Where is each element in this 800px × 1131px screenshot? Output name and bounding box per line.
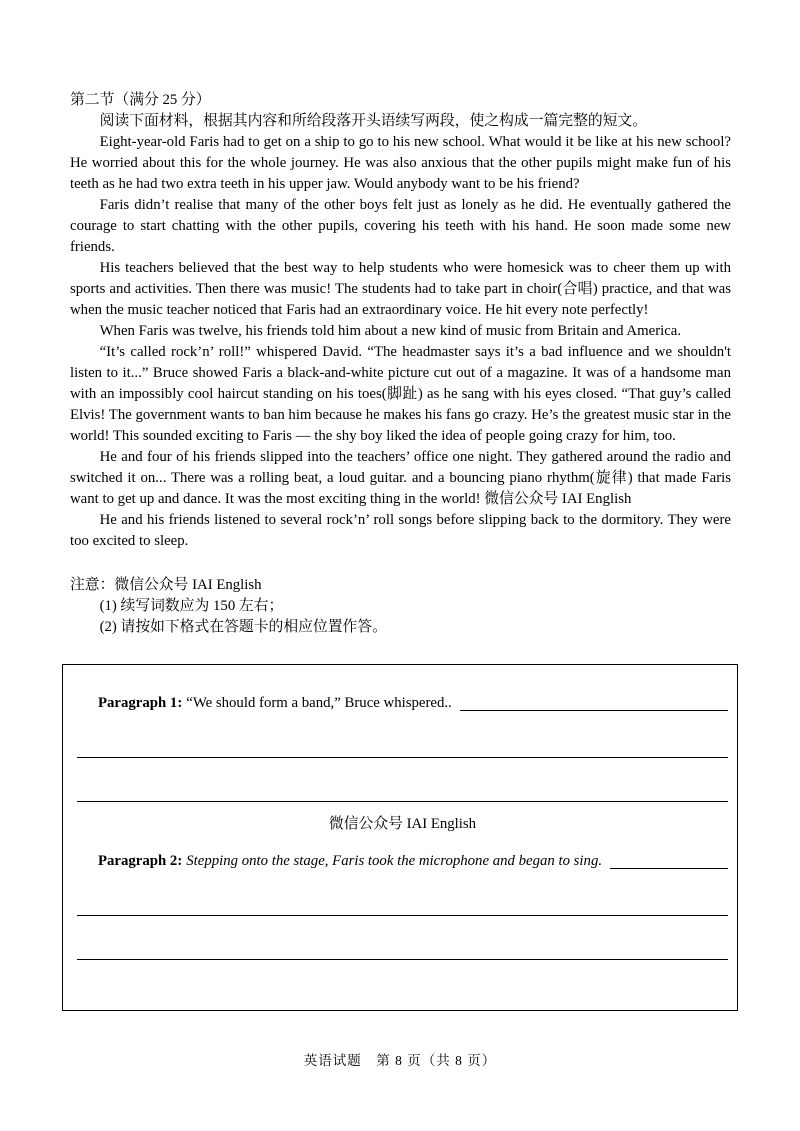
paragraph-1-opening-text: “We should form a band,” Bruce whispered..	[186, 695, 452, 711]
body-paragraph: When Faris was twelve, his friends told him about a new kind of music from Britain and America.	[99, 323, 682, 339]
paragraph-2-opening-text: Stepping onto the stage, Faris took the microphone and began to sing.	[186, 853, 603, 869]
paragraph-1-label: Paragraph 1:	[98, 695, 183, 711]
paragraph-2-opening-line	[98, 851, 728, 872]
writing-line	[460, 710, 728, 711]
note-item: (1) 续写词数应为 150 左右；	[99, 598, 284, 614]
section-title: 第二节（满分 25 分）	[70, 92, 211, 108]
body-paragraph: He and his friends listened to several rock’n’ roll songs before slipping back to the dormitory. They were too excited to sleep.	[70, 512, 731, 549]
note-item: (2) 请按如下格式在答题卡的相应位置作答。	[99, 619, 387, 635]
section-instruction: 阅读下面材料，根据其内容和所给段落开头语续写两段，使之构成一篇完整的短文。	[99, 113, 648, 129]
writing-line	[610, 868, 728, 869]
paragraph-2-label: Paragraph 2:	[98, 853, 183, 869]
paragraph-1-opening-line	[98, 693, 728, 714]
notes-section	[70, 575, 731, 638]
body-paragraph: His teachers believed that the best way to help students who were homesick was to cheer them up with sports and activities. Then there was music! The students had to take part in choir(合唱) practice, and that was when the music teacher noticed that Faris had an extraordinary voice. He hit every note perfectly!	[70, 260, 731, 318]
exam-content	[70, 90, 731, 1011]
body-paragraph: Faris didn’t realise that many of the other boys felt just as lonely as he did. He eventually gathered the courage to start chatting with the other pupils, covering his teeth with his hand. He soon made some new friends.	[70, 197, 731, 255]
notes-heading: 注意：微信公众号 IAI English	[70, 577, 262, 593]
answer-box	[62, 664, 738, 1011]
writing-line	[77, 714, 728, 758]
writing-line	[77, 758, 728, 802]
body-paragraph: Eight-year-old Faris had to get on a ship to go to his new school. What would it be like at his new school? He worried about this for the whole journey. He was also anxious that the other pupils might make fun of his teeth as he had two extra teeth in his upper jaw. Would anybody want to be his friend?	[70, 134, 731, 192]
writing-line	[77, 916, 728, 960]
body-paragraph: “It’s called rock’n’ roll!” whispered David. “The headmaster says it’s a bad influence and we shouldn't listen to it...” Bruce showed Faris a black-and-white picture cut out of a magazine. It was of a handsome man with an impossibly cool haircut standing on his toes(脚趾) as he sang with his eyes closed. “That guy’s called Elvis! The government wants to ban him because he makes his fans go crazy. He’s the greatest music star in the world! This sounded exciting to Faris — the shy boy liked the idea of people going crazy for him, too.	[70, 344, 731, 444]
page-footer: 英语试题 第 8 页（共 8 页）	[303, 1053, 497, 1068]
writing-line	[77, 872, 728, 916]
body-paragraph: He and four of his friends slipped into the teachers’ office one night. They gathered around the radio and switched it on... There was a rolling beat, a loud guitar. and a bouncing piano rhythm(旋律) that made Faris want to get up and dance. It was the most exciting thing in the world! 微信公众号 IAI English	[70, 449, 731, 507]
watermark-text: 微信公众号 IAI English	[328, 816, 477, 832]
